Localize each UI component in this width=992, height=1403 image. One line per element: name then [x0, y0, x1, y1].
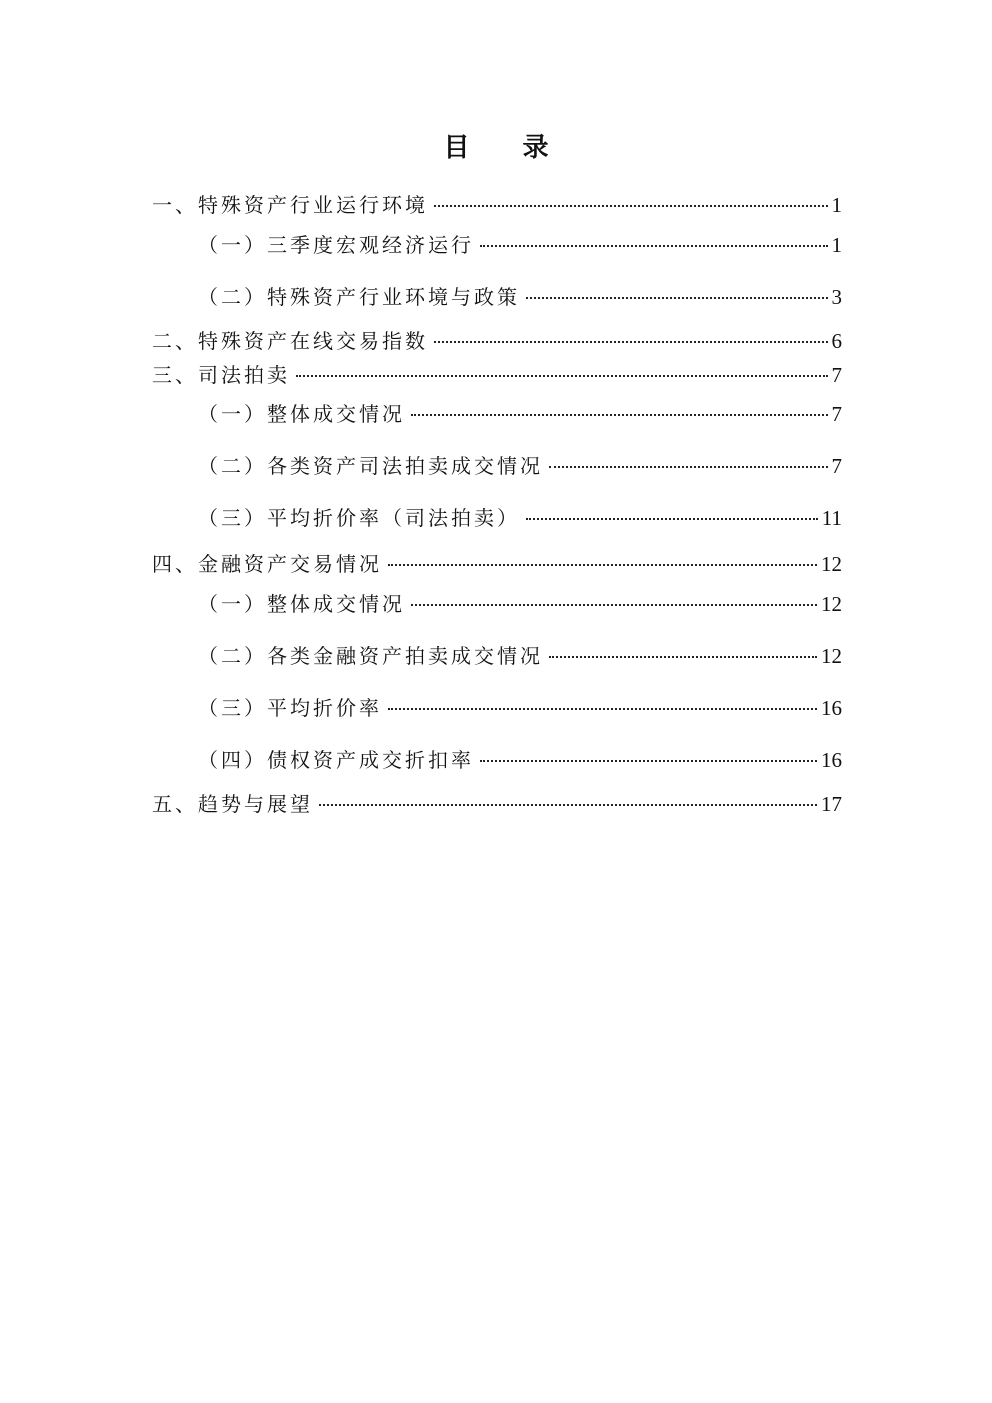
- dot-leader: [480, 245, 828, 247]
- dot-leader: [549, 656, 817, 658]
- toc-entry[interactable]: [198, 452, 842, 480]
- dot-leader: [549, 466, 828, 468]
- toc-entry-label: 一、特殊资产行业运行环境: [152, 193, 428, 217]
- toc-entry-label: （一）三季度宏观经济运行: [198, 233, 474, 257]
- dot-leader: [526, 518, 818, 520]
- dot-leader: [480, 760, 817, 762]
- toc-entry-page: 7: [831, 454, 842, 478]
- dot-leader: [296, 375, 828, 377]
- toc-entry[interactable]: [152, 327, 842, 355]
- toc-entry-page: 17: [821, 792, 842, 816]
- toc-entry[interactable]: [198, 590, 842, 618]
- toc-entry[interactable]: [198, 642, 842, 670]
- toc-entry-page: 11: [821, 506, 842, 530]
- toc-entry-page: 3: [831, 285, 842, 309]
- toc-entry-label: （一）整体成交情况: [198, 592, 405, 616]
- toc-entry-page: 16: [821, 748, 842, 772]
- toc-entry-label: （三）平均折价率（司法拍卖）: [198, 506, 520, 530]
- toc-title: 目 录: [443, 133, 571, 163]
- dot-leader: [388, 564, 817, 566]
- toc-entry-label: （一）整体成交情况: [198, 402, 405, 426]
- toc-entry-page: 12: [821, 644, 842, 668]
- toc-entry-label: （二）各类资产司法拍卖成交情况: [198, 454, 543, 478]
- toc-entry-label: 二、特殊资产在线交易指数: [152, 329, 428, 353]
- toc-entry-page: 7: [831, 402, 842, 426]
- toc-entry[interactable]: [198, 283, 842, 311]
- toc-entry-page: 16: [821, 696, 842, 720]
- dot-leader: [411, 604, 817, 606]
- toc-entry[interactable]: [198, 231, 842, 259]
- toc-entry[interactable]: [152, 361, 842, 389]
- toc-entry[interactable]: [198, 400, 842, 428]
- dot-leader: [434, 205, 828, 207]
- toc-entry-label: 三、司法拍卖: [152, 363, 290, 387]
- toc-entry-label: （三）平均折价率: [198, 696, 382, 720]
- toc-entry-label: 五、趋势与展望: [152, 792, 313, 816]
- toc-entry-page: 1: [831, 193, 842, 217]
- dot-leader: [526, 297, 828, 299]
- toc-entry-page: 7: [831, 363, 842, 387]
- toc-entry-label: 四、金融资产交易情况: [152, 552, 382, 576]
- toc-entry[interactable]: [198, 746, 842, 774]
- dot-leader: [411, 414, 828, 416]
- toc-entry[interactable]: [152, 790, 842, 818]
- dot-leader: [434, 341, 828, 343]
- toc-entry-page: 12: [821, 592, 842, 616]
- toc-entry-label: （二）特殊资产行业环境与政策: [198, 285, 520, 309]
- toc-entry[interactable]: [198, 504, 842, 532]
- toc-entry-page: 6: [831, 329, 842, 353]
- toc-entry[interactable]: [198, 694, 842, 722]
- dot-leader: [319, 804, 817, 806]
- toc-entry[interactable]: [152, 191, 842, 219]
- dot-leader: [388, 708, 817, 710]
- toc-entry-page: 12: [821, 552, 842, 576]
- toc-entry-page: 1: [831, 233, 842, 257]
- toc-entry-label: （二）各类金融资产拍卖成交情况: [198, 644, 543, 668]
- toc-entry[interactable]: [152, 550, 842, 578]
- toc-entry-label: （四）债权资产成交折扣率: [198, 748, 474, 772]
